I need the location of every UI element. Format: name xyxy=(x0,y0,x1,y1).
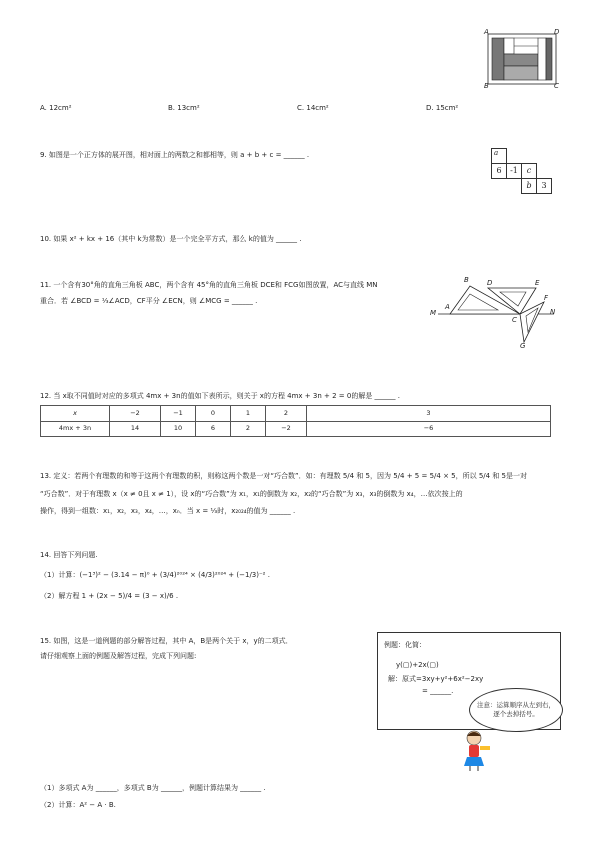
q12-value-table xyxy=(40,405,551,437)
q9-cell-b: b xyxy=(521,178,537,194)
q9-cell-a: a xyxy=(491,148,507,164)
q15-example-result: = ______. xyxy=(422,687,454,695)
q11-label-e: E xyxy=(535,279,540,287)
q12-y-1: 14 xyxy=(110,421,161,437)
q8-choices xyxy=(40,104,560,116)
q12-text: 12. 当 x取不同值时对应的多项式 4mx + 3n的值如下表所示，则关于 x的方程 4mx + 3n + 2 = 0的解是 ______ . xyxy=(40,392,400,400)
q15-part1: （1）多项式 A为 ______，多项式 B为 ______，例题计算结果为 ______ . xyxy=(40,784,266,792)
q11-label-g: G xyxy=(520,342,526,350)
q15-line1: 15. 如图，这是一道例题的部分解答过程，其中 A，B是两个关于 x，y的二项式． xyxy=(40,637,293,645)
q12-x-5: 2 xyxy=(266,406,307,422)
q11-label-c: C xyxy=(512,316,517,324)
q12-y-4: 2 xyxy=(231,421,266,437)
q9-cell-neg1: -1 xyxy=(506,163,522,179)
q9-cube-net xyxy=(491,148,561,196)
q15-line2: 请仔细观察上面的例题及解答过程，完成下列问题: xyxy=(40,652,197,660)
q12-header-x: x xyxy=(41,406,110,422)
q14-part1: （1）计算：(−1³)² − (3.14 − π)⁰ + (3/4)²⁰²⁴ × (4/3)²⁰²⁴ + (−1/3)⁻² . xyxy=(40,571,270,579)
q15-example-expr: y(▢)+2x(▢) xyxy=(396,661,439,669)
q8-choice-b[interactable]: B. 13cm² xyxy=(168,104,200,112)
q14-title: 14. 回答下列问题. xyxy=(40,551,98,559)
q8-rectangle-diagram xyxy=(484,28,562,90)
q13-line1: 13. 定义：若两个有理数的和等于这两个有理数的积，则称这两个数是一对“巧合数”．如：有理数 5/4 和 5，因为 5/4 + 5 = 5/4 × 5，所以 5/4 和 5是一对 xyxy=(40,472,528,480)
q15-hint-cloud: 注意：运算顺序从左到右，逐个去掉括号。 xyxy=(469,688,563,732)
q11-label-m: M xyxy=(430,309,437,317)
q9-cell-c: c xyxy=(521,163,537,179)
q13-line2: “巧合数”．对于有理数 x（x ≠ 0且 x ≠ 1），设 x的“巧合数”为 x₁，x₁的倒数为 x₂，x₂的“巧合数”为 x₃，x₃的倒数为 x₄，…依次按上的 xyxy=(40,490,463,498)
q12-x-6: 3 xyxy=(307,406,551,422)
table-row xyxy=(41,421,551,437)
q11-label-b: B xyxy=(464,276,469,284)
q8-choice-a[interactable]: A. 12cm² xyxy=(40,104,72,112)
q12-x-1: −2 xyxy=(110,406,161,422)
q11-label-d: D xyxy=(487,279,493,287)
q8-label-d: D xyxy=(554,28,560,36)
q11-label-f: F xyxy=(544,294,549,302)
q12-y-5: −2 xyxy=(266,421,307,437)
q8-label-c: C xyxy=(554,82,559,90)
q11-line1: 11. 一个含有30°角的直角三角板 ABC，两个含有 45°角的直角三角板 DCE和 FCG如图放置，AC与直线 MN xyxy=(40,281,378,289)
girl-icon xyxy=(458,728,494,772)
q8-choice-c[interactable]: C. 14cm² xyxy=(297,104,329,112)
q11-figure xyxy=(428,276,558,352)
q8-figure xyxy=(484,28,562,90)
q10-text: 10. 如果 x² + kx + 16（其中 k为常数）是一个完全平方式，那么 k的值为 ______ . xyxy=(40,235,302,243)
q12-x-2: −1 xyxy=(161,406,196,422)
q8-label-a: A xyxy=(484,28,489,36)
q8-choice-d[interactable]: D. 15cm² xyxy=(426,104,459,112)
q11-line2: 重合．若 ∠BCD = ⅓∠ACD，CF平分 ∠ECN，则 ∠MCG = ______ . xyxy=(40,297,258,305)
q12-x-4: 1 xyxy=(231,406,266,422)
q9-cell-three: 3 xyxy=(536,178,552,194)
q13-line3: 操作，得到一组数：x₁，x₂，x₃，x₄，…，xₙ．当 x = ⅓时，x₂₀₂₄的值为 ______ . xyxy=(40,507,296,515)
q11-label-a: A xyxy=(445,303,450,311)
q8-label-b: B xyxy=(484,82,489,90)
q15-girl-illustration xyxy=(458,728,494,772)
q14-part2: （2）解方程 1 + (2x − 5)/4 = (3 − x)/6 . xyxy=(40,592,179,600)
q12-y-3: 6 xyxy=(196,421,231,437)
q12-y-2: 10 xyxy=(161,421,196,437)
q12-y-6: −6 xyxy=(307,421,551,437)
q9-cell-six: 6 xyxy=(491,163,507,179)
q9-text: 9. 如图是一个正方体的展开图，相对面上的两数之和都相等，则 a + b + c = ______ . xyxy=(40,151,310,159)
q15-example-solution: 解：原式=3xy+y²+6x²−2xy xyxy=(388,675,484,683)
q12-x-3: 0 xyxy=(196,406,231,422)
q12-header-poly: 4mx + 3n xyxy=(41,421,110,437)
q15-part2: （2）计算：A² − A · B. xyxy=(40,801,116,809)
q15-example-title: 例题：化简： xyxy=(384,641,426,649)
q11-label-n: N xyxy=(550,308,556,316)
table-row xyxy=(41,406,551,422)
